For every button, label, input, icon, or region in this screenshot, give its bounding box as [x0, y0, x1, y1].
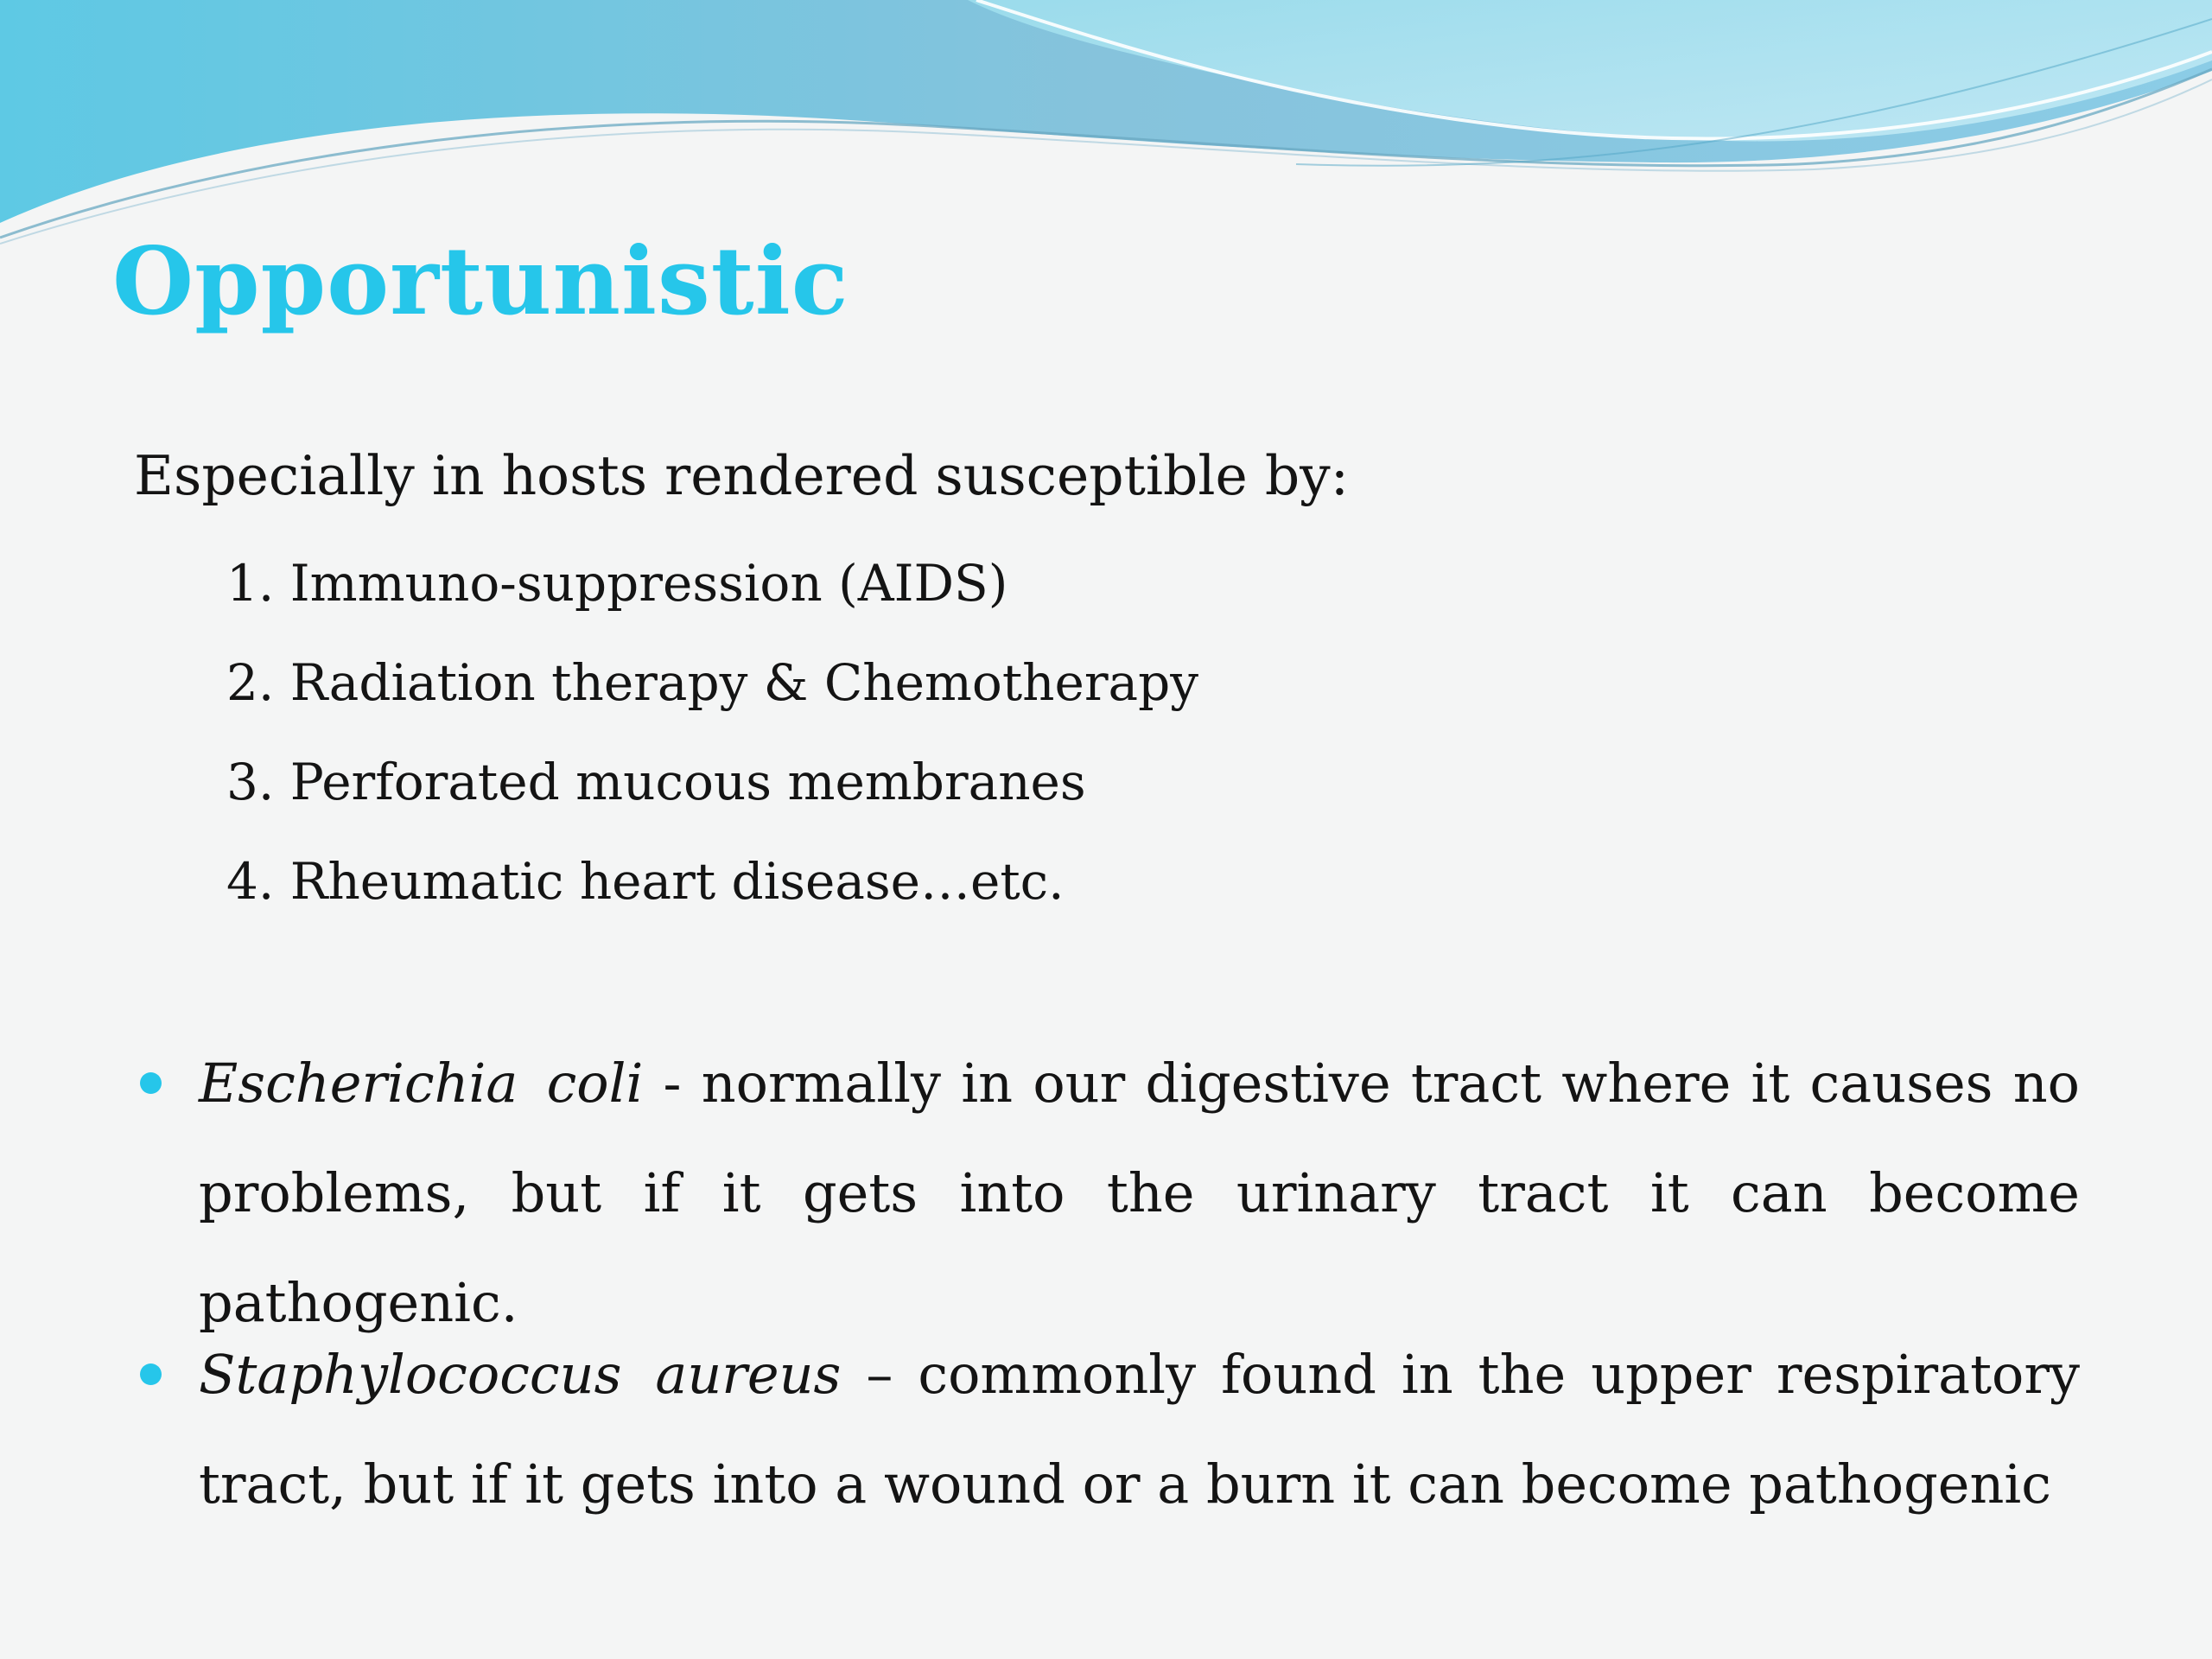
- bullet-dot-icon: [140, 1072, 162, 1094]
- list-item: 4. Rheumatic heart disease…etc.: [226, 852, 1065, 911]
- wave-header-decoration: [0, 0, 2212, 259]
- list-item: 3. Perforated mucous membranes: [226, 753, 1086, 811]
- bullet-staph: [140, 1319, 2080, 1539]
- slide-title: Opportunistic: [112, 227, 849, 336]
- list-item: 2. Radiation therapy & Chemotherapy: [226, 653, 1199, 712]
- bullet-dot-icon: [140, 1363, 162, 1385]
- bullet-list-ecoli: [140, 1028, 2080, 1357]
- bullet-ecoli: [140, 1028, 2080, 1357]
- bullet-list-staph: [140, 1319, 2080, 1539]
- organism-name-staph: Staphylococcus aureus: [199, 1343, 842, 1406]
- list-item: 1. Immuno-suppression (AIDS): [226, 554, 1008, 613]
- bullet-text-staph: – commonly found in the upper respiratory tract, but if it gets into a wound or a burn it can become pathogenic: [199, 1343, 2080, 1516]
- intro-text: Especially in hosts rendered susceptible by:: [134, 444, 1349, 507]
- bullet-text-ecoli: - normally in our digestive tract where it causes no problems, but if it gets into the urinary tract it can become pathogenic.: [199, 1052, 2080, 1334]
- organism-name-ecoli: Escherichia coli: [199, 1052, 644, 1115]
- susceptibility-list: [226, 547, 1198, 944]
